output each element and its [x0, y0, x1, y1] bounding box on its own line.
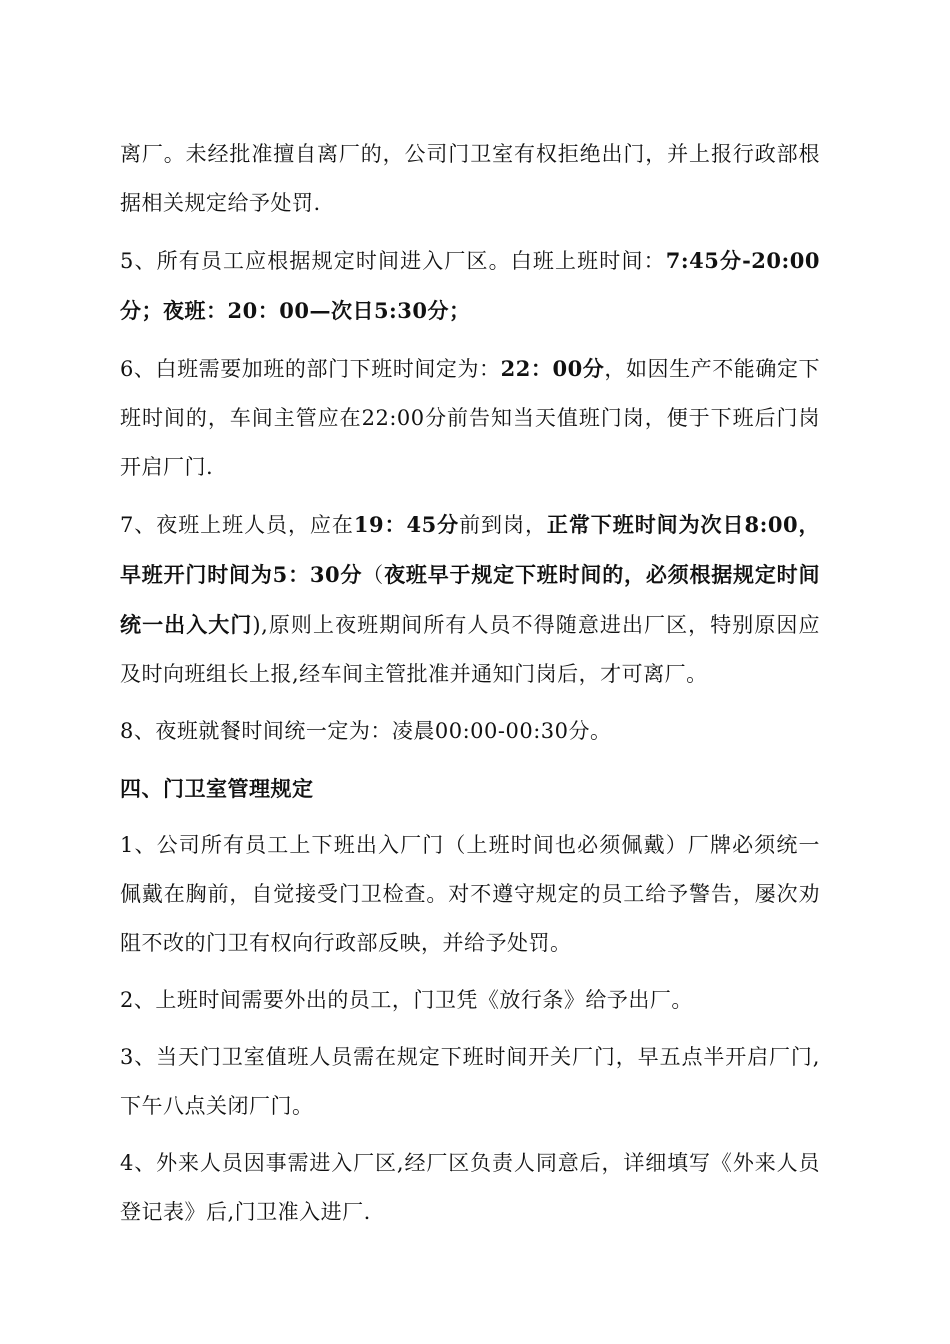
bold-text: 19：45分: [353, 512, 460, 537]
paragraph-text: 4、外来人员因事需进入厂区,经厂区负责人同意后，详细填写《外来人员登记表》后,门卫准入进厂.: [120, 1151, 820, 1224]
document-page: [120, 130, 820, 1245]
paragraph-text: 7、夜班上班人员，应在: [120, 513, 354, 537]
paragraph-rule-3: [120, 1033, 820, 1131]
paragraph-text: 1、公司所有员工上下班出入厂门（上班时间也必须佩戴）厂牌必须统一佩戴在胸前，自觉接受门卫检查。对不遵守规定的员工给予警告，屡次劝阻不改的门卫有权向行政部反映，并给予处罚。: [120, 833, 820, 955]
paragraph-text: 前到岗，: [459, 513, 547, 537]
paragraph-item-8: [120, 707, 820, 756]
paragraph-text: （: [362, 563, 385, 587]
paragraph-text: 5、所有员工应根据规定时间进入厂区。白班上班时间：: [120, 249, 666, 273]
paragraph-text: 3、当天门卫室值班人员需在规定下班时间开关厂门，早五点半开启厂门,下午八点关闭厂门。: [120, 1045, 820, 1118]
paragraph-item-5: [120, 236, 820, 336]
paragraph-text: 2、上班时间需要外出的员工，门卫凭《放行条》给予出厂。: [120, 988, 693, 1012]
paragraph-text: ，如因生产不能确定下班时间的，车间主管应在22:00分前告知当天值班门岗，便于下班后门岗开启厂门.: [120, 357, 821, 479]
bold-text: 22：00分: [500, 356, 605, 381]
bold-text: 正常下班时间为次日8:00，早班开门时间为5：30分: [120, 512, 821, 587]
paragraph-rule-4: [120, 1139, 820, 1237]
paragraph-text: 6、白班需要加班的部门下班时间定为：: [120, 357, 501, 381]
paragraph-text: 离厂。未经批准擅自离厂的，公司门卫室有权拒绝出门，并上报行政部根据相关规定给予处罚.: [120, 142, 820, 215]
paragraph-item-6: [120, 344, 820, 492]
paragraph-rule-2: [120, 976, 820, 1025]
paragraph-text: 8、夜班就餐时间统一定为：凌晨00:00-00:30分。: [120, 719, 612, 743]
section-heading-gatehouse: 四、门卫室管理规定: [120, 776, 314, 801]
paragraph-item-7: [120, 500, 820, 699]
paragraph-rule-1: [120, 821, 820, 968]
paragraph-leave-factory: [120, 130, 820, 228]
bold-text: 夜班早于规定下班时间的，必须根据规定时间统一出入大门: [120, 562, 820, 637]
paragraph-text: ),原则上夜班期间所有人员不得随意进出厂区，特别原因应及时向班组长上报,经车间主管批准并通知门岗后，才可离厂。: [120, 613, 821, 686]
bold-text: 7:45分-20:00分；夜班：20：00—次日5:30分；: [120, 248, 820, 323]
